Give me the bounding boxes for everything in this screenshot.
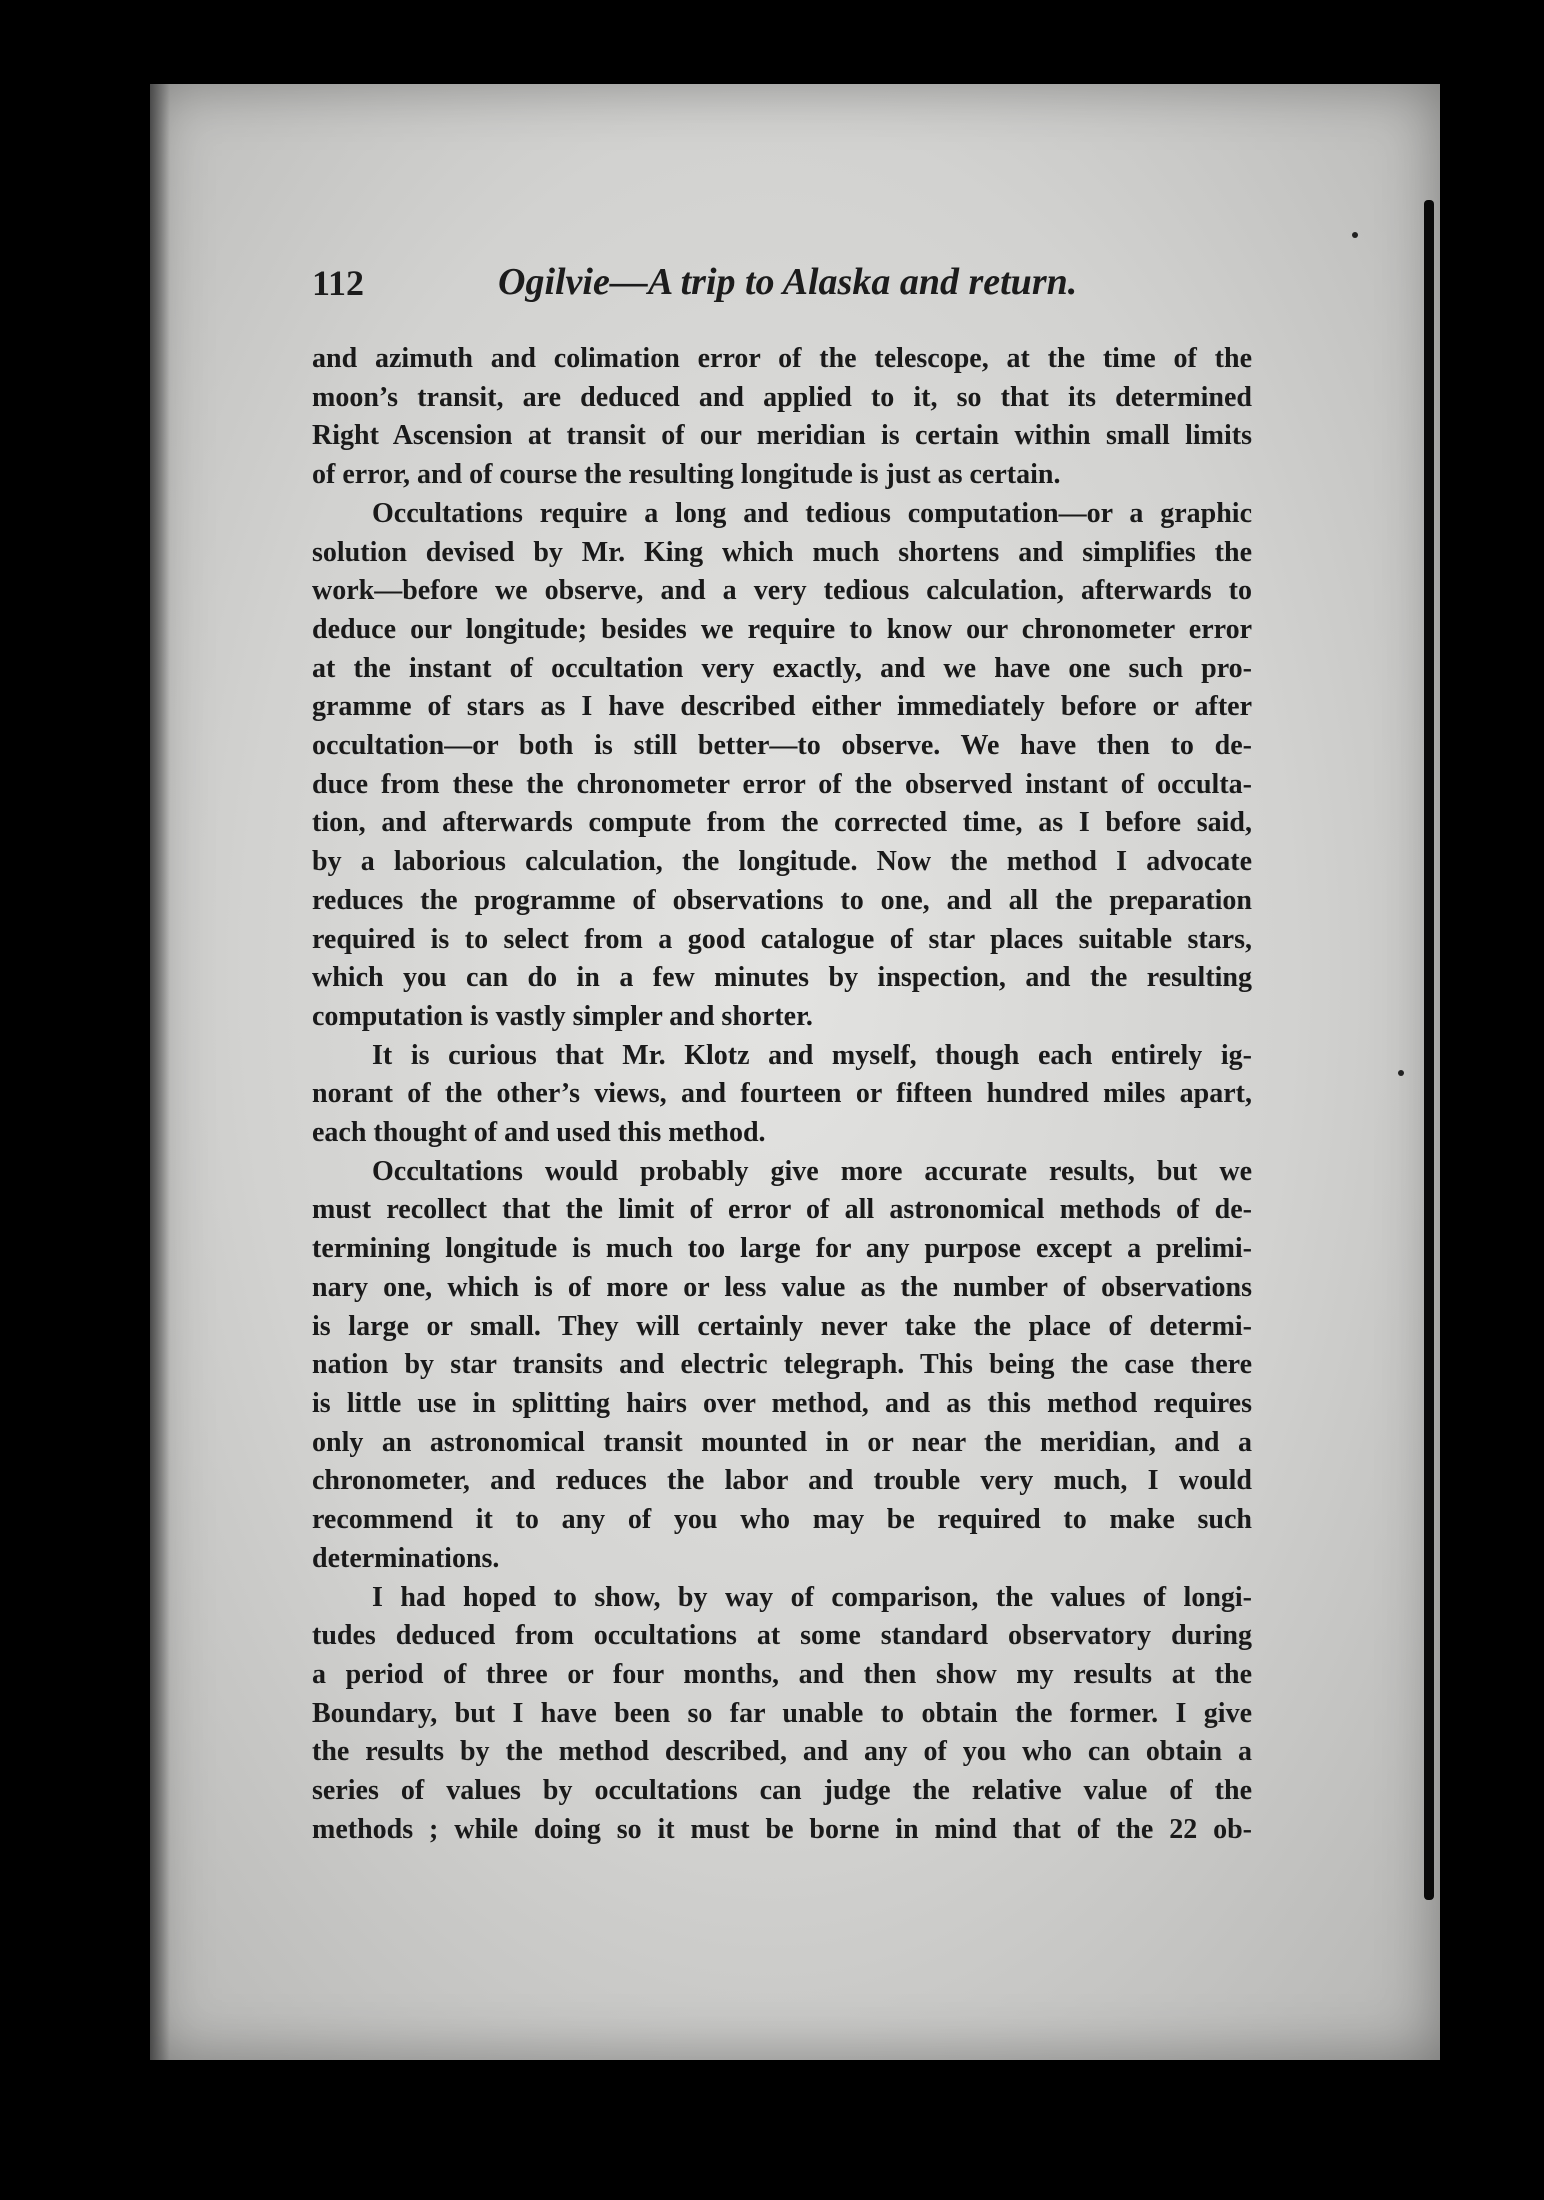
text-line: chronometer, and reduces the labor and trouble very much, I would: [312, 1465, 1252, 1497]
text-line: tion, and afterwards compute from the corrected time, as I before said,: [312, 807, 1252, 839]
text-line: It is curious that Mr. Klotz and myself, though each entirely ig-: [372, 1039, 1252, 1071]
text-line: reduces the programme of observations to one, and all the preparation: [312, 884, 1252, 916]
text-line: norant of the other’s views, and fourteen or fifteen hundred miles apart,: [312, 1078, 1252, 1110]
text-line: is large or small. They will certainly never take the place of determi-: [312, 1310, 1252, 1342]
text-line: solution devised by Mr. King which much shortens and simplifies the: [312, 536, 1252, 568]
text-line: is little use in splitting hairs over method, and as this method requires: [312, 1387, 1252, 1419]
text-line: work—before we observe, and a very tedious calculation, afterwards to: [312, 575, 1252, 607]
text-line: determinations.: [312, 1542, 500, 1574]
text-line: I had hoped to show, by way of comparison, the values of longi-: [372, 1581, 1252, 1613]
page-number: 112: [312, 263, 365, 303]
text-line: must recollect that the limit of error of all astronomical methods of de-: [312, 1194, 1252, 1226]
text-line: Occultations would probably give more accurate results, but we: [372, 1155, 1252, 1187]
paragraph: [312, 1579, 1252, 1850]
paragraph: [312, 340, 1252, 495]
running-head: Ogilvie—A trip to Alaska and return.: [498, 261, 1078, 303]
text-line: nation by star transits and electric telegraph. This being the case there: [312, 1349, 1252, 1381]
text-line: the results by the method described, and any of you who can obtain a: [312, 1736, 1252, 1768]
ink-speck: [1352, 232, 1358, 238]
text-line: by a laborious calculation, the longitude. Now the method I advocate: [312, 846, 1252, 878]
text-line: tudes deduced from occultations at some standard observatory during: [312, 1620, 1252, 1652]
text-line: deduce our longitude; besides we require to know our chronometer error: [312, 613, 1252, 645]
binding-edge: [1424, 200, 1434, 1900]
text-line: gramme of stars as I have described either immediately before or after: [312, 691, 1252, 723]
text-line: duce from these the chronometer error of the observed instant of occulta-: [312, 768, 1252, 800]
text-line: recommend it to any of you who may be required to make such: [312, 1504, 1252, 1536]
text-line: computation is vastly simpler and shorter.: [312, 1000, 813, 1032]
text-line: required is to select from a good catalogue of star places suitable stars,: [312, 923, 1252, 955]
text-line: Occultations require a long and tedious computation—or a graphic: [372, 497, 1252, 529]
text-line: moon’s transit, are deduced and applied to it, so that its determined: [312, 381, 1252, 413]
text-line: which you can do in a few minutes by inspection, and the resulting: [312, 962, 1252, 994]
paragraph: [312, 495, 1252, 1037]
text-line: a period of three or four months, and then show my results at the: [312, 1658, 1252, 1690]
text-line: methods ; while doing so it must be borne in mind that of the 22 ob-: [312, 1813, 1252, 1845]
text-line: of error, and of course the resulting longitude is just as certain.: [312, 459, 1061, 491]
text-line: nary one, which is of more or less value as the number of observations: [312, 1271, 1252, 1303]
text-line: only an astronomical transit mounted in or near the meridian, and a: [312, 1426, 1252, 1458]
text-line: Boundary, but I have been so far unable to obtain the former. I give: [312, 1697, 1252, 1729]
paragraph: [312, 1037, 1252, 1153]
text-line: series of values by occultations can judge the relative value of the: [312, 1775, 1252, 1807]
text-line: termining longitude is much too large for any purpose except a prelimi-: [312, 1233, 1252, 1265]
page-shadow-left: [150, 84, 170, 2060]
text-line: at the instant of occultation very exactly, and we have one such pro-: [312, 652, 1252, 684]
ink-speck: [1398, 1070, 1404, 1076]
text-line: occultation—or both is still better—to observe. We have then to de-: [312, 730, 1252, 762]
text-line: Right Ascension at transit of our meridian is certain within small limits: [312, 420, 1252, 452]
text-line: and azimuth and colimation error of the telescope, at the time of the: [312, 343, 1252, 374]
body-text: [312, 340, 1252, 1849]
text-line: each thought of and used this method.: [312, 1117, 766, 1149]
paragraph: [312, 1153, 1252, 1579]
